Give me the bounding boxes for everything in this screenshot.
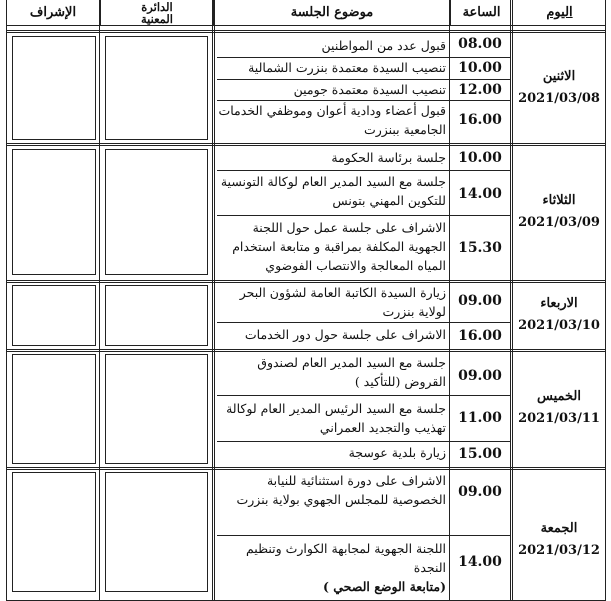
row-divider: [217, 170, 510, 171]
header-agency: الدائرة المعنية: [100, 0, 213, 26]
session-topic: زيارة السيدة الكاتبة العامة لشؤون البحر لولاية بنزرت: [239, 285, 446, 319]
day-separator: [6, 30, 606, 33]
agency-cell: [105, 285, 208, 346]
row-divider: [217, 215, 510, 216]
session-time: 09.00: [458, 484, 502, 500]
session-time: 09.00: [458, 368, 502, 384]
day-separator: [6, 467, 606, 470]
session-topic-text: اللجنة الجهوية لمجابهة الكوارث وتنظيم النجدة: [245, 541, 446, 575]
session-time: 15.30: [458, 240, 502, 256]
day-name: الخميس: [537, 389, 581, 404]
supervision-cell: [12, 354, 96, 464]
header-day: اليوم: [512, 0, 606, 26]
supervision-cell: [12, 36, 96, 140]
day-cell-tuesday: [512, 147, 606, 277]
header-topic: موضوع الجلسة: [213, 0, 450, 26]
col-divider-topic: [212, 0, 215, 600]
session-time: 12.00: [458, 82, 502, 98]
col-divider-agency: [99, 0, 100, 600]
day-name: الاثنين: [542, 69, 576, 84]
day-date: 2021/03/11: [518, 411, 600, 426]
day-cell-thursday: [512, 353, 606, 463]
header-supervision: الإشراف: [6, 0, 100, 26]
session-topic: قبول عدد من المواطنين: [321, 38, 446, 53]
row-divider: [217, 441, 510, 442]
day-date: 2021/03/10: [518, 318, 600, 333]
session-topic: تنصيب السيدة معتمدة جومين: [293, 82, 446, 97]
day-cell-friday: [512, 500, 606, 580]
row-divider: [217, 395, 510, 396]
session-topic: الاشراف على دورة استثنائية للنيابة الخصوصية للمجلس الجهوي بولاية بنزرت: [236, 473, 446, 507]
session-topic: جلسة مع السيد المدير العام لوكالة التونسية للتكوين المهني بتونس: [220, 174, 446, 208]
session-time: 11.00: [458, 410, 502, 426]
session-topic: زيارة بلدية عوسجة: [348, 445, 446, 460]
supervision-cell: [12, 149, 96, 275]
session-time: 15.00: [458, 446, 502, 462]
session-time: 16.00: [458, 328, 502, 344]
session-time: 16.00: [458, 112, 502, 128]
session-time: 14.00: [458, 554, 502, 570]
session-time: 14.00: [458, 186, 502, 202]
day-separator: [6, 143, 606, 146]
supervision-cell: [12, 472, 96, 592]
day-date: 2021/03/12: [518, 543, 600, 558]
session-topic: الاشراف على جلسة عمل حول اللجنة الجهوية المكلفة بمراقبة و متابعة استخدام المياه المعالجة والانتصاب الفوضوي: [232, 220, 446, 273]
session-topic: جلسة برئاسة الحكومة: [331, 150, 446, 165]
agency-cell: [105, 36, 208, 140]
session-note: (متابعة الوضع الصحي ): [323, 579, 446, 594]
session-time: 10.00: [458, 150, 502, 166]
supervision-cell: [12, 285, 96, 346]
day-name: الجمعة: [540, 521, 578, 536]
day-date: 2021/03/09: [518, 215, 600, 230]
day-name: الثلاثاء: [542, 193, 576, 208]
session-time: 09.00: [458, 293, 502, 309]
session-topic: جلسة مع السيد المدير العام لصندوق القروض (للتأكيد ): [257, 355, 446, 389]
session-topic: جلسة مع السيد الرئيس المدير العام لوكالة تهذيب والتجديد العمراني: [226, 401, 446, 435]
day-cell-wednesday: [512, 284, 606, 346]
session-topic: [218, 539, 446, 596]
session-time: 08.00: [458, 36, 502, 52]
schedule-table: [6, 0, 606, 594]
session-topic: الاشراف على جلسة حول دور الخدمات: [244, 327, 446, 342]
row-divider: [217, 322, 510, 323]
session-topic: قبول أعضاء ودادية أعوان وموظفي الخدمات الجامعية ببنزرت: [218, 103, 446, 137]
agency-cell: [105, 149, 208, 275]
row-divider: [217, 535, 510, 536]
day-name: الاربعاء: [540, 296, 578, 311]
session-time: 10.00: [458, 60, 502, 76]
session-topic: تنصيب السيدة معتمدة بنزرت الشمالية: [248, 60, 446, 75]
agency-cell: [105, 472, 208, 592]
header-time: الساعة: [450, 0, 512, 26]
day-cell-monday: [512, 34, 606, 142]
agency-cell: [105, 354, 208, 464]
day-date: 2021/03/08: [518, 91, 600, 106]
day-separator: [6, 349, 606, 352]
